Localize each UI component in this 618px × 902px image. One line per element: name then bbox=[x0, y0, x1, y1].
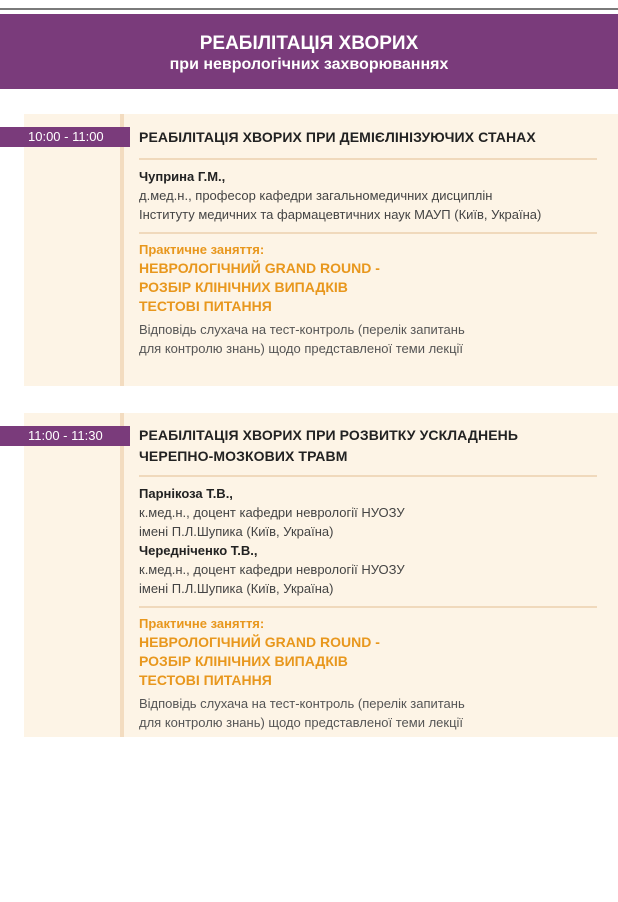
page-subtitle: при неврологічних захворюваннях bbox=[169, 56, 449, 73]
session-divider bbox=[120, 413, 124, 737]
session-title-line: РЕАБІЛІТАЦІЯ ХВОРИХ ПРИ ДЕМІЄЛІНІЗУЮЧИХ СТАНАХ bbox=[139, 129, 536, 145]
session-time-1: 10:00 - 11:00 bbox=[0, 127, 130, 147]
session-title bbox=[139, 127, 608, 148]
section-rule bbox=[139, 232, 597, 234]
practical-item: НЕВРОЛОГІЧНИЙ GRAND ROUND - bbox=[139, 634, 380, 650]
session-description bbox=[139, 694, 608, 732]
description-line: Відповідь слухача на тест-контроль (перелік запитань bbox=[139, 696, 465, 711]
description-line: для контролю знань) щодо представленої теми лекції bbox=[139, 715, 464, 730]
session-title-line: РЕАБІЛІТАЦІЯ ХВОРИХ ПРИ РОЗВИТКУ УСКЛАДНЕНЬ bbox=[139, 427, 519, 443]
speaker-info-line: імені П.Л.Шупика (Київ, Україна) bbox=[139, 524, 334, 539]
practical-item: ТЕСТОВІ ПИТАННЯ bbox=[139, 672, 272, 688]
session-content-1 bbox=[139, 127, 608, 358]
speaker-info-line: к.мед.н., доцент кафедри неврології НУОЗУ bbox=[139, 562, 405, 577]
practical-item: РОЗБІР КЛІНІЧНИХ ВИПАДКІВ bbox=[139, 653, 348, 669]
practical-item: РОЗБІР КЛІНІЧНИХ ВИПАДКІВ bbox=[139, 279, 348, 295]
page-title: РЕАБІЛІТАЦІЯ ХВОРИХ bbox=[199, 33, 419, 54]
section-rule bbox=[139, 606, 597, 608]
practical-item: ТЕСТОВІ ПИТАННЯ bbox=[139, 298, 272, 314]
section-rule bbox=[139, 158, 597, 160]
practical-label: Практичне заняття: bbox=[139, 616, 265, 631]
practical-item: НЕВРОЛОГІЧНИЙ GRAND ROUND - bbox=[139, 260, 380, 276]
speaker-info-line: д.мед.н., професор кафедри загальномедичних дисциплін bbox=[139, 188, 493, 203]
description-line: для контролю знань) щодо представленої теми лекції bbox=[139, 341, 464, 356]
speaker-name: Чередніченко Т.В., bbox=[139, 543, 258, 558]
session-divider bbox=[120, 114, 124, 386]
session-content-2 bbox=[139, 425, 608, 732]
top-rule bbox=[0, 8, 618, 10]
speaker-info-line: Інституту медичних та фармацевтичних наук МАУП (Київ, Україна) bbox=[139, 207, 542, 222]
speaker-info-line: імені П.Л.Шупика (Київ, Україна) bbox=[139, 581, 334, 596]
session-description bbox=[139, 320, 608, 358]
speaker-name: Парнікоза Т.В., bbox=[139, 486, 233, 501]
description-line: Відповідь слухача на тест-контроль (перелік запитань bbox=[139, 322, 465, 337]
session-time-2: 11:00 - 11:30 bbox=[0, 426, 130, 446]
session-title bbox=[139, 425, 608, 467]
session-title-line: ЧЕРЕПНО-МОЗКОВИХ ТРАВМ bbox=[139, 448, 348, 464]
practical-label: Практичне заняття: bbox=[139, 242, 265, 257]
speaker-info-line: к.мед.н., доцент кафедри неврології НУОЗУ bbox=[139, 505, 405, 520]
speaker-name: Чуприна Г.М., bbox=[139, 169, 226, 184]
header-banner bbox=[0, 14, 618, 89]
section-rule bbox=[139, 475, 597, 477]
